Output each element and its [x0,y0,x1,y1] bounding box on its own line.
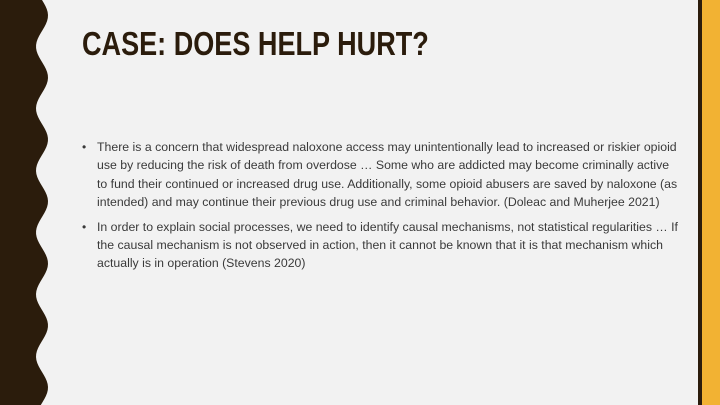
left-wave-band [0,0,60,405]
bullet-text: In order to explain social processes, we need to identify causal mechanisms, not statistical regularities … If the causal mechanism is not observed in action, then it cannot be known that it is that mechanism which actually is in operation (Stevens 2020) [97,219,678,271]
right-accent-bar [702,0,720,405]
bullet-item [82,138,682,212]
bullet-item [82,218,682,273]
bullet-dot-icon: • [82,140,87,154]
bullet-dot-icon: • [82,219,87,234]
bullet-text: There is a concern that widespread naloxone access may unintentionally lead to increased or riskier opioid use by reducing the risk of death from overdose … Some who are addicted may become criminally active to fund their continued or increased drug use. Additionally, some opioid abusers are saved by naloxone (as intended) and may continue their previous drug use and criminal behavior. (Doleac and Muherjee 2021) [97,140,678,210]
bullet-list [82,138,682,279]
slide-title: CASE: DOES HELP HURT? [82,25,429,62]
